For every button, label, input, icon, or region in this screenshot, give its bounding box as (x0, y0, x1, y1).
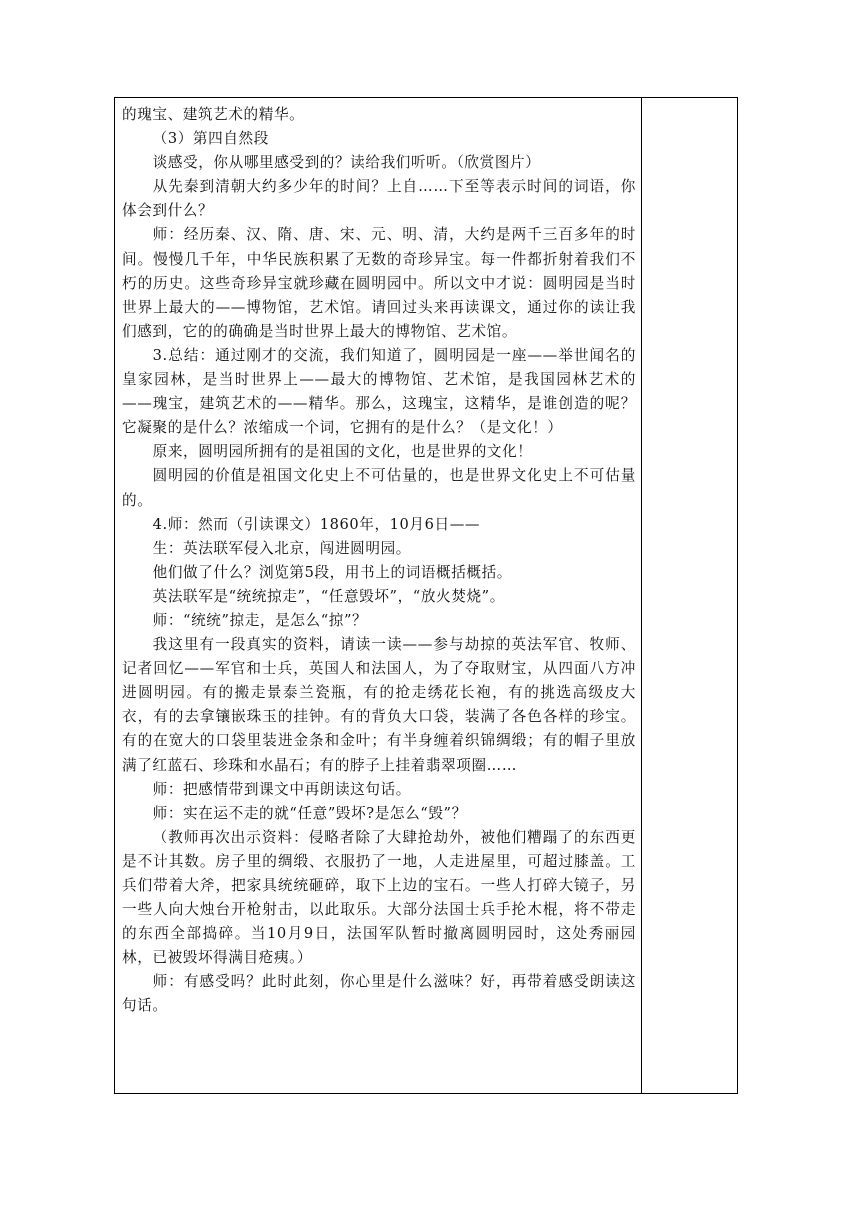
paragraph: 师：经历秦、汉、隋、唐、宋、元、明、清，大约是两千三百多年的时间。慢慢几千年，中华民族积累了无数的奇珍异宝。每一件都折射着我们不朽的历史。这些奇珍异宝就珍藏在圆明园中。所以文中才说：圆明园是当时世界上最大的——博物馆，艺术馆。请回过头来再读课文，通过你的读让我们感到，它的的确确是当时世界上最大的博物馆、艺术馆。 (122, 226, 636, 340)
paragraph: 师：有感受吗？此时此刻，你心里是什么滋味？好，再带着感受朗读这句话。 (122, 973, 636, 1015)
paragraph: （教师再次出示资料：侵略者除了大肆抢劫外，被他们糟蹋了的东西更是不计其数。房子里的绸缎、衣服扔了一地，人走进屋里，可超过膝盖。工兵们带着大斧，把家具统统砸碎，取下上边的宝石。一些人打碎大镜子，另一些人向大烛台开枪射击，以此取乐。大部分法国士兵手抡木棍，将不带走的东西全部捣碎。当10月9日，法国军队暂时撤离圆明园时，这处秀丽园林，已被毁坏得满目疮痍。） (122, 828, 636, 967)
paragraph: 他们做了什么？浏览第5段，用书上的词语概括概括。 (152, 563, 512, 581)
paragraph: 英法联军是“统统掠走”，“任意毁坏”，“放火焚烧”。 (152, 587, 505, 605)
paragraph: 生：英法联军侵入北京，闯进圆明园。 (152, 539, 411, 557)
paragraph: 师：把感情带到课文中再朗读这句话。 (152, 780, 411, 798)
section-heading: （3）第四自然段 (152, 130, 269, 148)
paragraph: 师：“统统”掠走，是怎么“掠”？ (152, 611, 368, 629)
paragraph: 我这里有一段真实的资料，请读一读——参与劫掠的英法军官、牧师、记者回忆——军官和士兵，英国人和法国人，为了夺取财宝，从四面八方冲进圆明园。有的搬走景泰兰瓷瓶，有的抢走绣花长袍，有的挑选高级皮大衣，有的去拿镶嵌珠玉的挂钟。有的背负大口袋，装满了各色各样的珍宝。有的在宽大的口袋里装进金条和金叶；有半身缠着织锦绸缎；有的帽子里放满了红蓝石、珍珠和水晶石；有的脖子上挂着翡翠项圈…… (122, 636, 636, 774)
lesson-content-cell (122, 103, 636, 1019)
notes-cell (642, 98, 737, 1093)
paragraph: 圆明园的价值是祖国文化史上不可估量的，也是世界文化史上不可估量的。 (122, 467, 636, 509)
paragraph-continuation: 的瑰宝、建筑艺术的精华。 (122, 106, 305, 123)
paragraph: 师：实在运不走的就“任意”毁坏?是怎么“毁”？ (152, 804, 467, 822)
paragraph: 原来，圆明园所拥有的是祖国的文化，也是世界的文化！ (152, 443, 533, 461)
paragraph: 从先秦到清朝大约多少年的时间？上自……下至等表示时间的词语，你体会到什么？ (122, 178, 636, 220)
paragraph: 3.总结：通过刚才的交流，我们知道了，圆明园是一座——举世闻名的皇家园林，是当时世界上——最大的博物馆、艺术馆，是我国园林艺术的——瑰宝，建筑艺术的——精华。那么，这瑰宝，这精华，是谁创造的呢？它凝聚的是什么？浓缩成一个词，它拥有的是什么？（是文化！） (122, 346, 636, 437)
paragraph: 谈感受，你从哪里感受到的？读给我们听听。（欣赏图片） (152, 154, 541, 172)
paragraph: 4.师：然而（引读课文）1860年，10月6日—— (152, 515, 481, 533)
